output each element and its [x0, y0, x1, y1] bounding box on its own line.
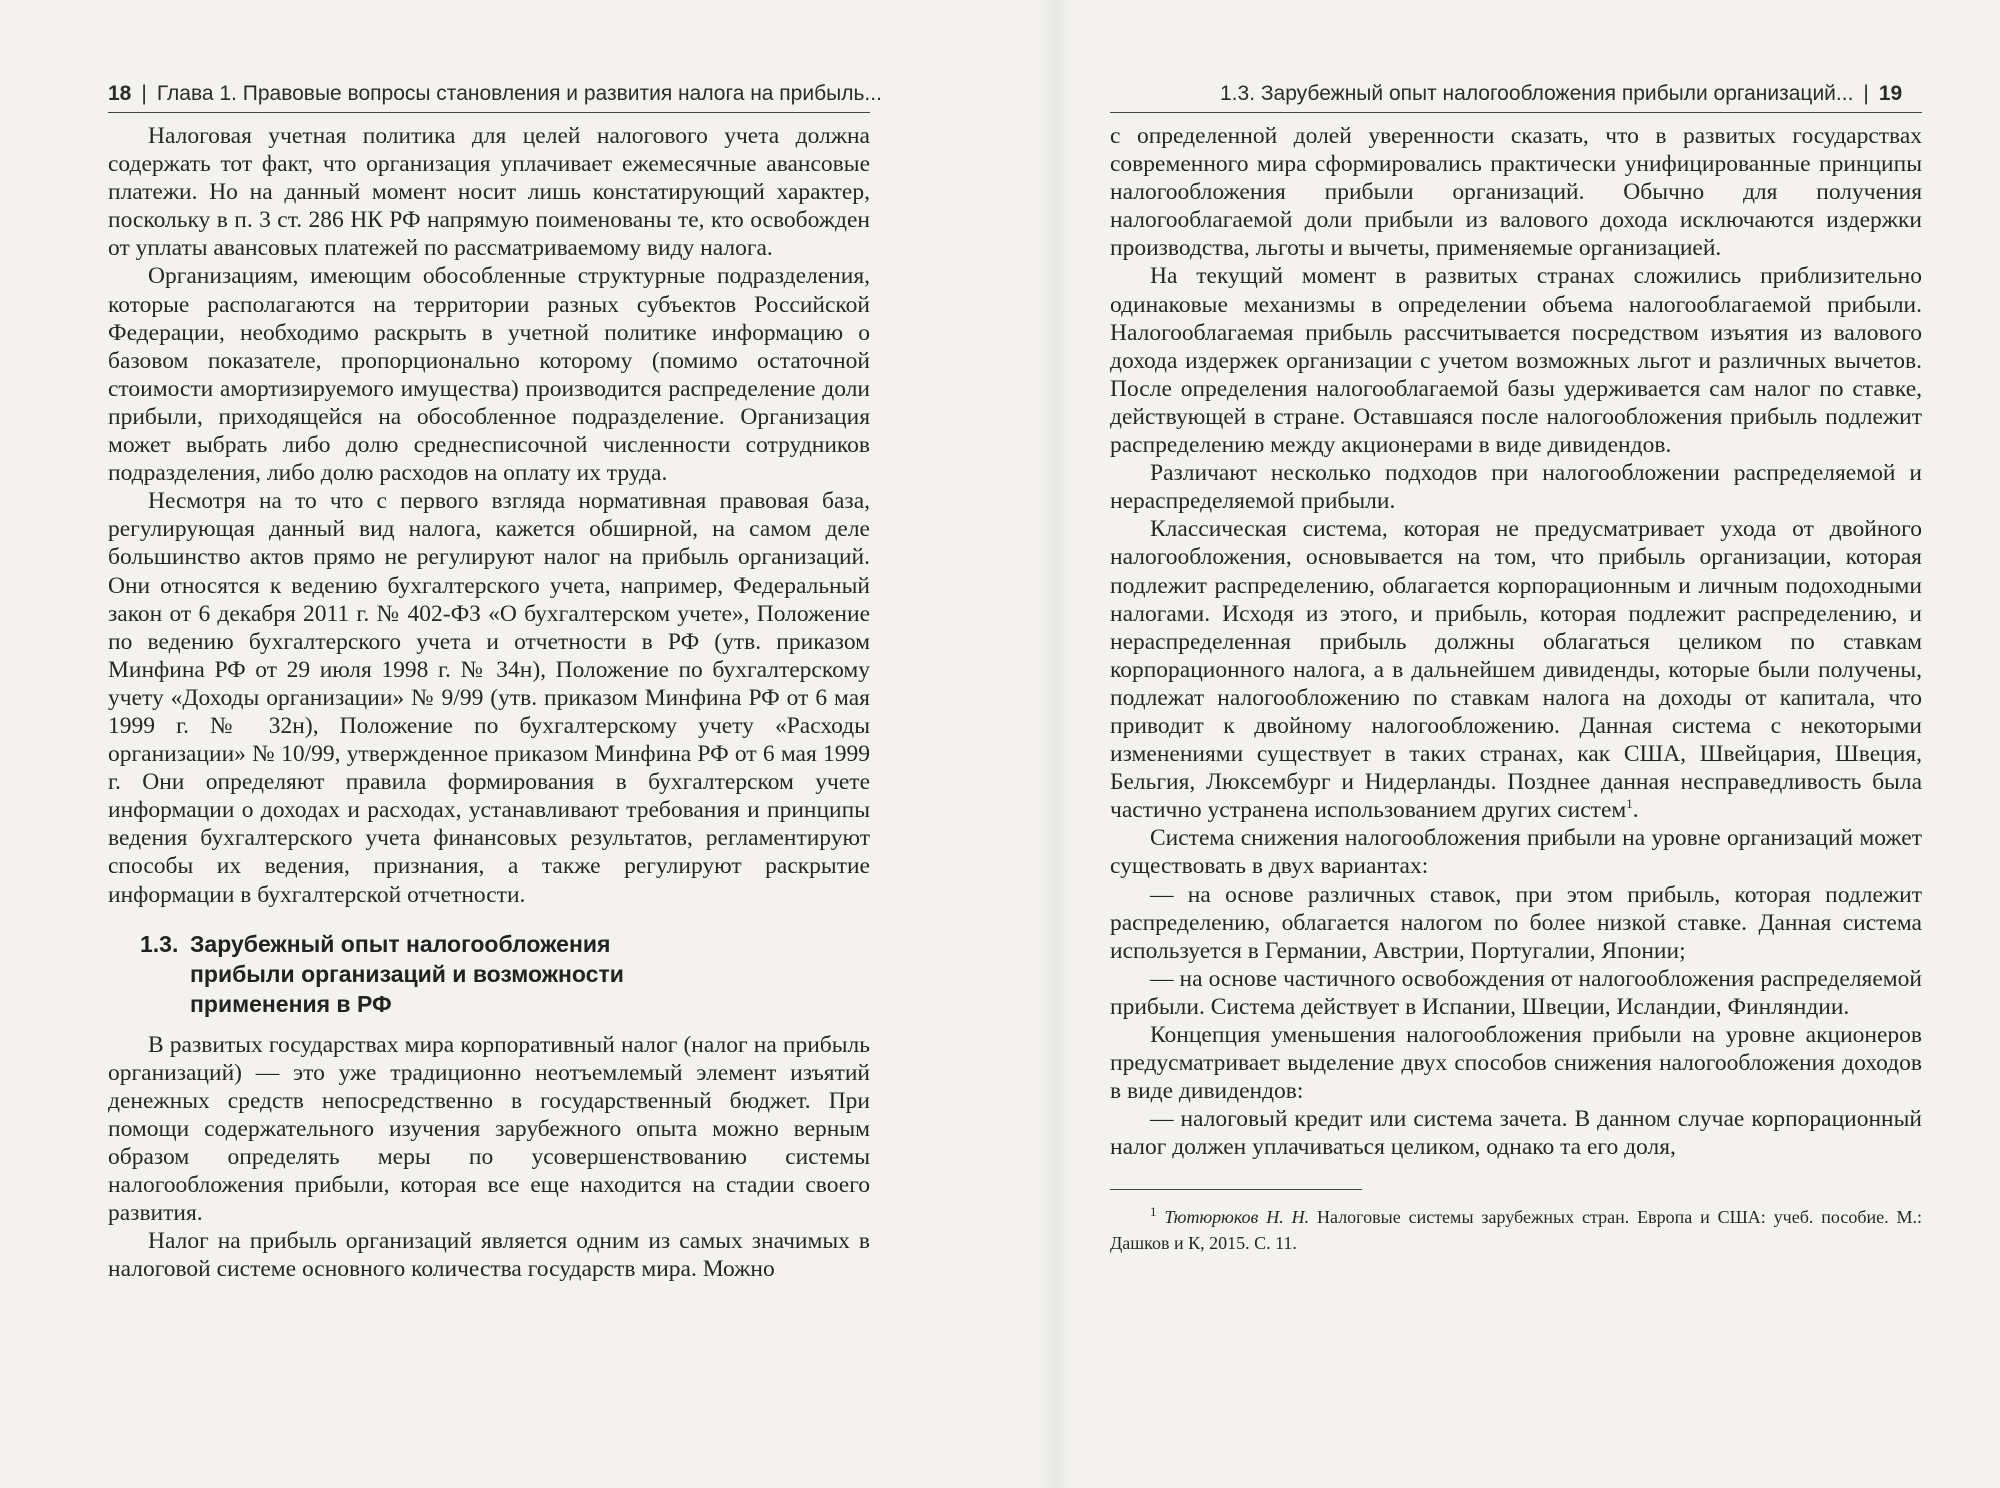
section-heading-line-1: Зарубежный опыт налогообложения — [190, 930, 611, 957]
classic-system-end: . — [1632, 797, 1639, 824]
section-heading-line-3: применения в РФ — [190, 990, 392, 1017]
right-paragraph-classic — [1110, 515, 1922, 824]
right-list-item-3: — налоговый кредит или система зачета. В данном случае корпорационный налог должен уплачиваться целиком, однако та его доля, — [1110, 1106, 1922, 1161]
left-running-header — [108, 82, 882, 106]
right-header-rule — [1110, 112, 1922, 113]
right-page-number: 19 — [1878, 82, 1903, 105]
right-list-item-1: — на основе различных ставок, при этом прибыль, которая подлежит распределению, облагается налогом по более низкой ставке. Данная система используется в Германии, Австрии, Португалии, Японии; — [1110, 881, 1922, 964]
footnote-author: Тютюрюков Н. Н. — [1164, 1207, 1310, 1228]
footnote-marker: 1 — [1150, 1204, 1157, 1220]
left-paragraph-5: Налог на прибыль организаций является одним из самых значимых в налоговой системе основного количества государств мира. Можно — [108, 1228, 870, 1283]
left-paragraph-4: В развитых государствах мира корпоративный налог (налог на прибыль организаций) — это уже традиционно неотъемлемый элемент изъятий денежных средств непосредственно в государственный бюджет. При помощи содержательного изучения зарубежного опыта можно верным образом определять меры по усовершенствованию системы налогообложения прибыли, которая все еще находится на стадии своего развития. — [108, 1031, 870, 1227]
left-header-separator: | — [141, 82, 147, 105]
left-text-column — [108, 122, 870, 1283]
left-header-rule — [108, 112, 870, 113]
section-heading-number: 1.3. — [140, 930, 179, 957]
footnote-text: Налоговые системы зарубежных стран. Европа и США: учеб. пособие. М.: Дашков и К, 2015. С. 11. — [1110, 1207, 1923, 1254]
right-paragraph-3: Система снижения налогообложения прибыли на уровне организаций может существовать в двух вариантах: — [1110, 825, 1922, 880]
footnote — [1110, 1204, 1922, 1256]
right-paragraph-1: На текущий момент в развитых странах сложились приблизительно одинаковые механизмы в определении объема налогооблагаемой прибыли. Налогооблагаемая прибыль рассчитывается посредством изъятия из валового дохода издержек организации с учетом возможных льгот и различных вычетов. После определения налогооблагаемой базы удерживается сам налог по ставке, действующей в стране. Оставшаяся после налогообложения прибыль подлежит распределению между акционерами в виде дивидендов. — [1110, 263, 1922, 459]
left-page-number: 18 — [108, 82, 132, 105]
left-paragraph-3: Несмотря на то что с первого взгляда нормативная правовая база, регулирующая данный вид налога, кажется обширной, на самом деле большинство актов прямо не регулируют налог на прибыль организаций. Они относятся к ведению бухгалтерского учета, например, Федеральный закон от 6 декабря 2011 г. № 402-ФЗ «О бухгалтерском учете», Положение по ведению бухгалтерского учета и отчетности в РФ (утв. приказом Минфина РФ от 29 июля 1998 г. № 34н), Положение по бухгалтерскому учету «Доходы организации» № 9/99 (утв. приказом Минфина РФ от 6 мая 1999 г. № 32н), Положение по бухгалтерскому учету «Расходы организации» № 10/99, утвержденное приказом Минфина РФ от 6 мая 1999 г. Они определяют правила формирования в бухгалтерском учете информации о доходах и расходах, устанавливают требования и принципы ведения бухгалтерского учета финансовых результатов, регламентируют способы их ведения, признания, а также регулируют раскрытие информации в бухгалтерской отчетности. — [108, 488, 870, 908]
left-header-title: Глава 1. Правовые вопросы становления и развития налога на прибыль... — [156, 82, 882, 105]
section-heading-line-2: прибыли организаций и возможности — [190, 960, 624, 987]
footnote-reference[interactable]: 1 — [1626, 796, 1633, 812]
left-paragraph-1: Налоговая учетная политика для целей налогового учета должна содержать тот факт, что организация уплачивает ежемесячные авансовые платежи. Но на данный момент носит лишь констатирующий характер, поскольку в п. 3 ст. 286 НК РФ напрямую поименованы те, кто освобожден от уплаты авансовых платежей по рассматриваемому виду налога. — [108, 123, 870, 262]
right-paragraph-2: Различают несколько подходов при налогообложении распределяемой и нераспределяемой прибыли. — [1110, 460, 1922, 515]
right-paragraph-4: Концепция уменьшения налогообложения прибыли на уровне акционеров предусматривает выделение двух способов снижения налогообложения доходов в виде дивидендов: — [1110, 1022, 1922, 1105]
section-heading — [140, 929, 870, 1019]
right-header-title: 1.3. Зарубежный опыт налогообложения прибыли организаций... — [1220, 82, 1854, 105]
classic-system-text: Классическая система, которая не предусматривает ухода от двойного налогообложения, основывается на том, что прибыль организации, которая подлежит распределению, облагается корпорационным и личным подоходными налогами. Исходя из этого, и прибыль, которая подлежит распределению, и нераспределенная прибыль должны облагаться целиком по ставкам корпорационного налога, а в дальнейшем дивиденды, которые были получены, подлежат налогообложению по ставкам налога на доходы от капитала, что приводит к двойному налогообложению. Данная система с некоторыми изменениями существует в таких странах, как США, Швейцария, Швеция, Бельгия, Люксембург и Нидерланды. Позднее данная несправедливость была частично устранена использованием других систем — [1110, 516, 1922, 824]
right-continuation-paragraph: с определенной долей уверенности сказать, что в развитых государствах современного мира сформировались практически унифицированные принципы налогообложения прибыли организаций. Обычно для получения налогооблагаемой доли прибыли из валового дохода исключаются издержки производства, льготы и вычеты, применяемые организацией. — [1110, 123, 1922, 262]
left-paragraph-2: Организациям, имеющим обособленные структурные подразделения, которые располагаются на территории разных субъектов Российской Федерации, необходимо раскрыть в учетной политике информацию о базовом показателе, пропорционально которому (помимо остаточной стоимости амортизируемого имущества) производится распределение доли прибыли, приходящейся на обособленное подразделение. Организация может выбрать либо долю среднесписочной численности сотрудников подразделения, либо долю расходов на оплату их труда. — [108, 263, 870, 487]
right-text-column — [1110, 122, 1922, 1256]
right-page — [1070, 0, 2000, 1488]
right-header-separator: | — [1863, 82, 1869, 105]
right-list-item-2: — на основе частичного освобождения от налогообложения распределяемой прибыли. Система действует в Испании, Швеции, Исландии, Финляндии. — [1110, 965, 1922, 1020]
book-gutter — [1040, 0, 1070, 1488]
footnote-rule — [1110, 1189, 1362, 1190]
right-running-header — [1220, 82, 1902, 106]
